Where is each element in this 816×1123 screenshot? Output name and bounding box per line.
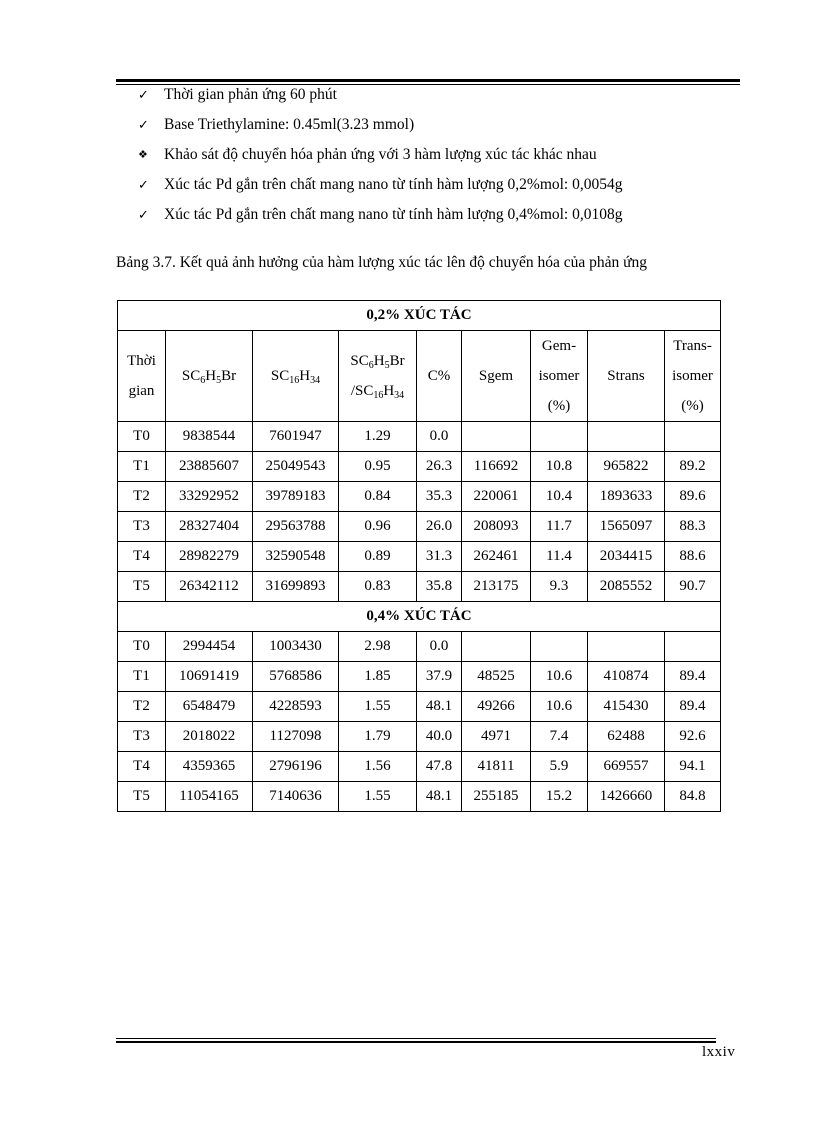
table-cell: 88.6 [665, 542, 721, 572]
table-cell: 29563788 [253, 512, 339, 542]
table-cell: 0.0 [417, 632, 462, 662]
column-header-row [118, 331, 721, 422]
table-cell: 31.3 [417, 542, 462, 572]
table-row [118, 692, 721, 722]
table-cell: 9838544 [166, 422, 253, 452]
table-cell [665, 632, 721, 662]
table-cell: 47.8 [417, 752, 462, 782]
table-row [118, 782, 721, 812]
table-cell: T2 [118, 692, 166, 722]
table-cell [665, 422, 721, 452]
table-cell: 39789183 [253, 482, 339, 512]
table-cell: 89.2 [665, 452, 721, 482]
table-cell: 89.4 [665, 692, 721, 722]
section-header-row [118, 301, 721, 331]
conditions-list [138, 84, 622, 234]
header-sc6h5br: $SC_6H_5Br$ [166, 331, 253, 422]
condition-item [138, 204, 622, 234]
table-cell: 6548479 [166, 692, 253, 722]
table-cell: 28982279 [166, 542, 253, 572]
table-cell: 25049543 [253, 452, 339, 482]
condition-text: Base Triethylamine: 0.45ml(3.23 mmol) [164, 116, 415, 133]
table-cell: 7.4 [531, 722, 588, 752]
table-cell [531, 632, 588, 662]
table-cell: 9.3 [531, 572, 588, 602]
table-cell: T5 [118, 572, 166, 602]
table-cell: 4359365 [166, 752, 253, 782]
condition-text: Thời gian phản ứng 60 phút [164, 86, 337, 103]
checkmark-bullet-icon: ✓ [138, 177, 149, 192]
table-cell: 2018022 [166, 722, 253, 752]
condition-item [138, 114, 622, 144]
table-cell: 28327404 [166, 512, 253, 542]
table-cell: 94.1 [665, 752, 721, 782]
condition-text: Khảo sát độ chuyển hóa phản ứng với 3 hàm lượng xúc tác khác nhau [164, 146, 597, 163]
condition-item [138, 174, 622, 204]
table-cell: 0.0 [417, 422, 462, 452]
section-title: 0,4% XÚC TÁC [118, 602, 721, 632]
table-cell: 41811 [462, 752, 531, 782]
table-caption: Bảng 3.7. Kết quả ảnh hưởng của hàm lượng xúc tác lên độ chuyển hóa của phản ứng [116, 254, 647, 271]
table-row [118, 632, 721, 662]
header-time: Thời gian [118, 331, 166, 422]
header-sgem: Sgem [462, 331, 531, 422]
table-cell: 11.7 [531, 512, 588, 542]
table-cell: 669557 [588, 752, 665, 782]
table-cell [462, 422, 531, 452]
table-cell: 2796196 [253, 752, 339, 782]
table-cell: 262461 [462, 542, 531, 572]
table-cell: 92.6 [665, 722, 721, 752]
condition-item [138, 144, 622, 174]
table-cell: 26.0 [417, 512, 462, 542]
table-cell: 4228593 [253, 692, 339, 722]
table-cell: T4 [118, 752, 166, 782]
table-cell [462, 632, 531, 662]
table-cell: 10691419 [166, 662, 253, 692]
table-cell: 89.6 [665, 482, 721, 512]
table-cell: 11054165 [166, 782, 253, 812]
condition-text: Xúc tác Pd gắn trên chất mang nano từ tính hàm lượng 0,4%mol: 0,0108g [164, 206, 623, 223]
table-row [118, 512, 721, 542]
table-cell: 1893633 [588, 482, 665, 512]
checkmark-bullet-icon: ✓ [138, 207, 149, 222]
table-cell: 116692 [462, 452, 531, 482]
table-row [118, 722, 721, 752]
section-title: 0,2% XÚC TÁC [118, 301, 721, 331]
table-cell: 1.79 [339, 722, 417, 752]
table-row [118, 752, 721, 782]
table-cell: 23885607 [166, 452, 253, 482]
table-cell: 88.3 [665, 512, 721, 542]
table-cell: 208093 [462, 512, 531, 542]
table-cell: 1.55 [339, 692, 417, 722]
table-cell: 2034415 [588, 542, 665, 572]
table-cell: T4 [118, 542, 166, 572]
header-strans: Strans [588, 331, 665, 422]
table-cell: 5768586 [253, 662, 339, 692]
table-cell: 0.89 [339, 542, 417, 572]
table-cell: 31699893 [253, 572, 339, 602]
table-cell: 1.85 [339, 662, 417, 692]
table-row [118, 662, 721, 692]
checkmark-bullet-icon: ✓ [138, 87, 149, 102]
table-cell: 1.55 [339, 782, 417, 812]
table-cell: 11.4 [531, 542, 588, 572]
table-cell: T3 [118, 512, 166, 542]
table-cell: 48.1 [417, 692, 462, 722]
header-gem-isomer: Gem- isomer (%) [531, 331, 588, 422]
table-cell: 0.84 [339, 482, 417, 512]
page-number: lxxiv [702, 1044, 736, 1060]
table-cell: 1127098 [253, 722, 339, 752]
table-cell: 4971 [462, 722, 531, 752]
table-cell: T0 [118, 422, 166, 452]
header-ratio: $SC_6H_5Br$ $/SC_{16}H_{34}$ [339, 331, 417, 422]
table-cell: 5.9 [531, 752, 588, 782]
table-cell: T1 [118, 662, 166, 692]
table-row [118, 572, 721, 602]
table-cell: 1003430 [253, 632, 339, 662]
table-cell: 220061 [462, 482, 531, 512]
table-row [118, 482, 721, 512]
checkmark-bullet-icon: ✓ [138, 117, 149, 132]
footer-rule [116, 1038, 716, 1043]
table-row [118, 452, 721, 482]
results-table [117, 300, 721, 812]
table-cell: 2994454 [166, 632, 253, 662]
table-row [118, 542, 721, 572]
table-cell: 0.96 [339, 512, 417, 542]
table-cell: 0.83 [339, 572, 417, 602]
table-cell: 1426660 [588, 782, 665, 812]
table-cell: T2 [118, 482, 166, 512]
table-cell: 1.56 [339, 752, 417, 782]
table-cell: 1.29 [339, 422, 417, 452]
table-cell: 48.1 [417, 782, 462, 812]
table-cell: 62488 [588, 722, 665, 752]
table-cell: 410874 [588, 662, 665, 692]
table-cell: T3 [118, 722, 166, 752]
table-cell: 15.2 [531, 782, 588, 812]
table-cell: 84.8 [665, 782, 721, 812]
table-cell: 7140636 [253, 782, 339, 812]
table-cell: 7601947 [253, 422, 339, 452]
table-cell: 49266 [462, 692, 531, 722]
table-cell: 37.9 [417, 662, 462, 692]
table-cell: 35.8 [417, 572, 462, 602]
table-cell: 2085552 [588, 572, 665, 602]
table-cell: 32590548 [253, 542, 339, 572]
table-cell: 965822 [588, 452, 665, 482]
header-trans-isomer: Trans- isomer (%) [665, 331, 721, 422]
table-cell: 90.7 [665, 572, 721, 602]
table-cell [588, 632, 665, 662]
table-cell: T5 [118, 782, 166, 812]
table-cell: 40.0 [417, 722, 462, 752]
section-header-row [118, 602, 721, 632]
table-row [118, 422, 721, 452]
condition-text: Xúc tác Pd gắn trên chất mang nano từ tính hàm lượng 0,2%mol: 0,0054g [164, 176, 623, 193]
table-cell [531, 422, 588, 452]
table-cell [588, 422, 665, 452]
table-cell: 2.98 [339, 632, 417, 662]
table-cell: 35.3 [417, 482, 462, 512]
table-cell: 415430 [588, 692, 665, 722]
table-cell: 255185 [462, 782, 531, 812]
diamond-bullet-icon: ❖ [138, 149, 148, 161]
table-cell: 0.95 [339, 452, 417, 482]
table-cell: 10.6 [531, 662, 588, 692]
table-cell: 10.4 [531, 482, 588, 512]
table-cell: T0 [118, 632, 166, 662]
table-cell: 10.6 [531, 692, 588, 722]
header-sc16h34: $SC_{16}H_{34}$ [253, 331, 339, 422]
table-cell: 26342112 [166, 572, 253, 602]
table-cell: 89.4 [665, 662, 721, 692]
table-cell: 1565097 [588, 512, 665, 542]
table-cell: 10.8 [531, 452, 588, 482]
table-cell: 213175 [462, 572, 531, 602]
table-cell: T1 [118, 452, 166, 482]
table-cell: 48525 [462, 662, 531, 692]
table-cell: 33292952 [166, 482, 253, 512]
table-cell: 26.3 [417, 452, 462, 482]
condition-item [138, 84, 622, 114]
header-c-percent: C% [417, 331, 462, 422]
